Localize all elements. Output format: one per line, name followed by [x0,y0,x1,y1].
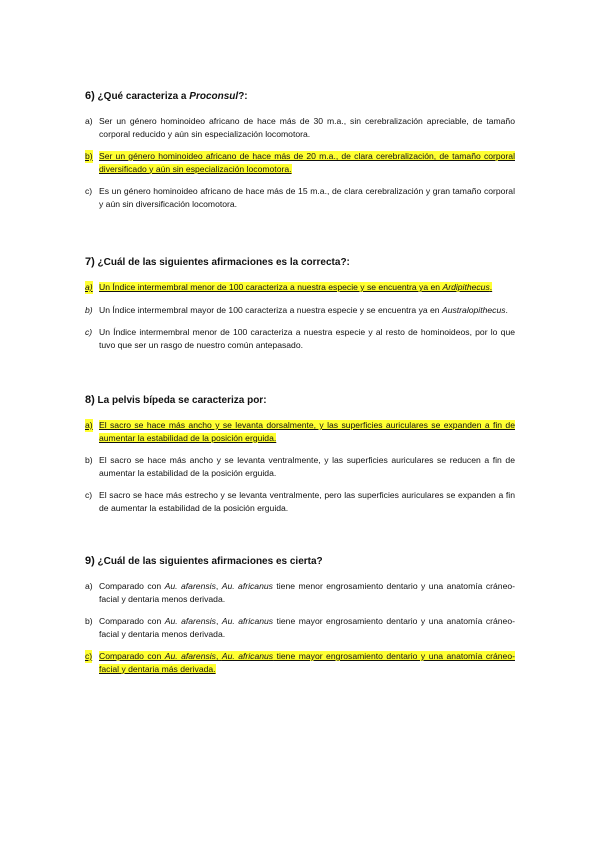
question-6 [85,90,515,220]
question-7 [85,256,515,361]
question-8-option-b: b) El sacro se hace más ancho y se levanta ventralmente, y las superficies auriculares se reducen a fin de aumentar la estabilidad de la posición erguida. [85,455,515,478]
question-9-option-c-highlighted: c) Comparado con Au. afarensis, Au. africanus tiene mayor engrosamiento dentario y una anatomía cráneo-facial y dentaria más derivada. [85,651,515,674]
question-6-option-b-highlighted: b) Ser un género hominoideo africano de hace más de 20 m.a., de clara cerebralización, de tamaño corporal diversificado y aún sin especialización locomotora. [85,151,515,174]
question-8 [85,394,515,524]
question-8-title: 8) La pelvis bípeda se caracteriza por: [85,394,267,406]
question-6-title: 6) ¿Qué caracteriza a Proconsul?: [85,90,248,102]
question-9-option-a: a) Comparado con Au. afarensis, Au. africanus tiene menor engrosamiento dentario y una anatomía cráneo-facial y dentaria menos derivada. [85,581,515,604]
question-8-option-a-highlighted: a) El sacro se hace más ancho y se levanta dorsalmente, y las superficies auriculares se expanden a fin de aumentar la estabilidad de la posición erguida. [85,420,515,443]
question-7-title: 7) ¿Cuál de las siguientes afirmaciones es la correcta?: [85,256,350,268]
question-6-option-c: c) Es un género hominoideo africano de hace más de 15 m.a., de clara cerebralización y gran tamaño corporal y aún sin diversificación locomotora. [85,186,515,209]
question-9-title: 9) ¿Cuál de las siguientes afirmaciones es cierta? [85,555,323,567]
question-7-option-c: c) Un Índice intermembral menor de 100 caracteriza a nuestra especie y al resto de hominoideos, por lo que tuvo que ser un rasgo de nuestro común antepasado. [85,327,515,350]
question-9-option-b: b) Comparado con Au. afarensis, Au. africanus tiene mayor engrosamiento dentario y una anatomía cráneo-facial y dentaria menos derivada. [85,616,515,639]
question-9 [85,555,515,685]
question-7-option-b: b) Un Índice intermembral mayor de 100 caracteriza a nuestra especie y se encuentra ya en Australopithecus. [85,304,508,315]
question-7-option-a-highlighted: a) Un Índice intermembral menor de 100 caracteriza a nuestra especie y se encuentra ya en Ardipithecus. [85,282,493,292]
question-6-option-a: a) Ser un género hominoideo africano de hace más de 30 m.a., sin cerebralización apreciable, de tamaño corporal reducido y aún sin especialización locomotora. [85,116,515,139]
question-8-option-c: c) El sacro se hace más estrecho y se levanta ventralmente, pero las superficies auriculares se expanden a fin de aumentar la estabilidad de la posición erguida. [85,490,515,513]
